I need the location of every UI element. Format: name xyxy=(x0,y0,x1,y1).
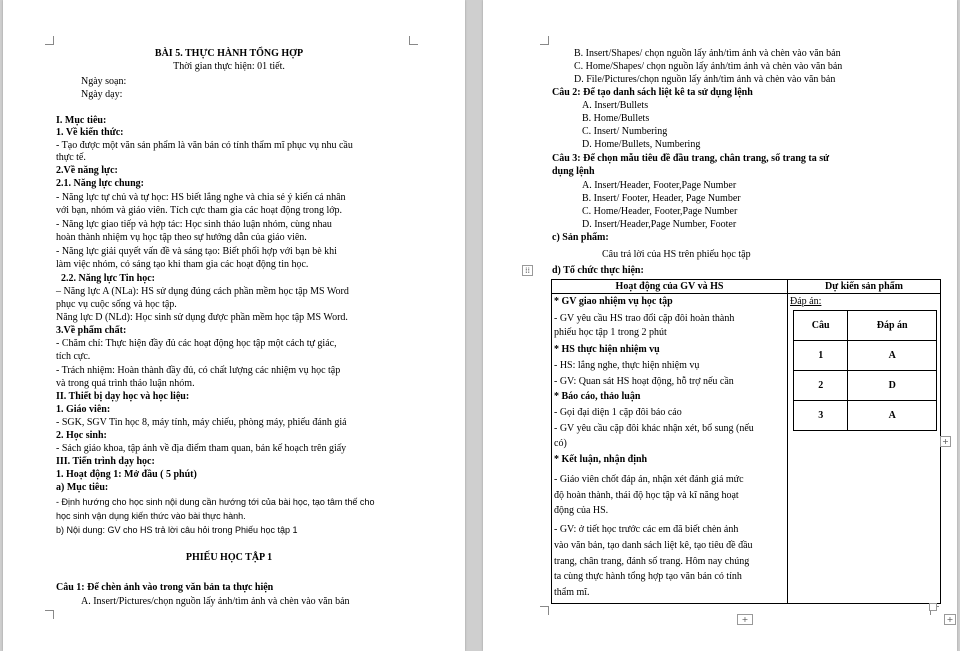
table-cell-text: - Gọi đại diện 1 cặp đôi báo cáo xyxy=(554,407,682,418)
table-resize-handle-icon[interactable] xyxy=(929,603,937,611)
table-cell-text: ta cùng thực hành tổng hợp tạo văn bản có tính xyxy=(554,571,742,582)
section-heading: 2.2. Năng lực Tin học: xyxy=(61,273,155,284)
section-heading: 2.1. Năng lực chung: xyxy=(56,178,144,189)
section-heading: 2. Học sinh: xyxy=(56,430,107,441)
answer-table-header: Đáp án xyxy=(848,311,937,341)
date-taught: Ngày dạy: xyxy=(81,89,123,100)
table-cell-text: - GV yêu cầu cặp đôi khác nhận xét, bổ sung (nếu xyxy=(554,423,754,434)
answer-option: A. Insert/Bullets xyxy=(582,100,649,111)
answer-key-table xyxy=(793,310,937,431)
table-cell-text: - GV: Quan sát HS hoạt động, hỗ trợ nếu cần xyxy=(554,376,734,387)
answer-option: B. Insert/Shapes/ chọn nguồn lấy ảnh/tìm ảnh và chèn vào văn bản xyxy=(574,48,841,59)
margin-corner-mark xyxy=(45,36,54,45)
table-cell-text: - GV: ở tiết học trước các em đã biết chèn ảnh xyxy=(554,524,739,535)
table-cell-text: trang, chân trang, đánh số trang. Hôm nay chúng xyxy=(554,556,750,567)
margin-corner-mark xyxy=(540,606,549,615)
answer-option: D. Home/Bullets, Numbering xyxy=(582,139,701,150)
body-text: với bạn, nhóm và giáo viên. Tích cực tham gia các hoạt động trong lớp. xyxy=(56,205,343,216)
body-text: Câu trả lời của HS trên phiếu học tập xyxy=(602,249,751,260)
activity-table xyxy=(551,279,941,604)
body-text: - SGK, SGV Tin học 8, máy tính, máy chiếu, phòng máy, phiếu đánh giá xyxy=(56,417,347,428)
table-cell-text: độ hoàn thành, thái độ học tập và kĩ năng hoạt xyxy=(554,490,739,501)
margin-corner-mark xyxy=(409,36,418,45)
answer-letter: D xyxy=(848,371,937,401)
step-title: * HS thực hiện nhiệm vụ xyxy=(554,344,660,355)
answer-option: D. File/Pictures/chọn nguồn lấy ảnh/tìm ảnh và chèn vào văn bản xyxy=(574,74,836,85)
table-cell-text: động của HS. xyxy=(554,505,609,516)
answer-option: C. Home/Shapes/ chọn nguồn lấy ảnh/tìm ảnh và chèn vào văn bản xyxy=(574,61,843,72)
section-heading: 3.Về phẩm chất: xyxy=(56,325,127,336)
section-heading: I. Mục tiêu: xyxy=(56,115,107,126)
table-cell-text: - Giáo viên chốt đáp án, nhận xét đánh giá mức xyxy=(554,474,744,485)
margin-corner-mark xyxy=(45,610,54,619)
question-number: 3 xyxy=(794,401,848,431)
table-cell-text: thẩm mĩ. xyxy=(554,587,590,598)
answer-table-header: Câu xyxy=(794,311,848,341)
body-text: b) Nội dung: GV cho HS trả lời câu hỏi trong Phiếu học tập 1 xyxy=(56,525,298,535)
body-text: – Năng lực A (NLa): HS sử dụng đúng cách phần mềm học tập MS Word xyxy=(56,286,349,297)
date-prepared: Ngày soạn: xyxy=(81,76,127,87)
question-number: 2 xyxy=(794,371,848,401)
lesson-title: BÀI 5. THỰC HÀNH TỔNG HỢP xyxy=(154,48,304,59)
answer-option: A. Insert/Header, Footer,Page Number xyxy=(582,180,737,191)
section-heading: c) Sản phẩm: xyxy=(552,232,609,243)
add-column-icon[interactable]: + xyxy=(940,436,951,447)
worksheet-title: PHIẾU HỌC TẬP 1 xyxy=(185,552,273,563)
section-heading: 1. Giáo viên: xyxy=(56,404,111,415)
margin-corner-mark xyxy=(540,36,549,45)
answer-option: B. Insert/ Footer, Header, Page Number xyxy=(582,193,741,204)
body-text: - Sách giáo khoa, tập ảnh về địa điểm tham quan, bản kế hoạch trên giấy xyxy=(56,443,347,454)
table-cell-text: vào văn bản, tạo danh sách liệt kê, tạo tiêu đề đầu xyxy=(554,540,753,551)
question-text: Câu 1: Để chèn ảnh vào trong văn bản ta thực hiện xyxy=(56,582,274,593)
body-text: - Năng lực tự chủ và tự học: HS biết lắng nghe và chia sẻ ý kiến cá nhân xyxy=(56,192,346,203)
answer-option: A. Insert/Pictures/chọn nguồn lấy ảnh/tìm ảnh và chèn vào văn bản xyxy=(81,596,350,607)
answer-option: C. Insert/ Numbering xyxy=(582,126,668,137)
question-text: Câu 2: Để tạo danh sách liệt kê ta sử dụng lệnh xyxy=(552,87,753,98)
document-page-left xyxy=(3,0,465,651)
table-row xyxy=(794,341,937,371)
body-text: - Định hướng cho học sinh nội dung cần hướng tới của bài học, tạo tâm thế cho xyxy=(56,497,375,507)
answer-letter: A xyxy=(848,401,937,431)
body-text: thực tế. xyxy=(56,152,86,163)
section-heading: 2.Về năng lực: xyxy=(56,165,118,176)
body-text: - Trách nhiệm: Hoàn thành đầy đủ, có chất lượng các nhiệm vụ học tập xyxy=(56,365,341,376)
question-number: 1 xyxy=(794,341,848,371)
body-text: - Chăm chỉ: Thực hiện đầy đủ các hoạt động học tập một cách tự giác, xyxy=(56,338,337,349)
table-cell-text: có) xyxy=(554,438,567,449)
table-cell-text: - GV yêu cầu HS trao đổi cặp đôi hoàn thành xyxy=(554,313,735,324)
body-text: - Tạo được một văn sản phẩm là văn bản có tính thẩm mĩ phục vụ nhu cầu xyxy=(56,140,353,151)
section-heading: a) Mục tiêu: xyxy=(56,482,109,493)
expand-icon[interactable]: + xyxy=(944,614,956,625)
table-cell-text: phiếu học tập 1 trong 2 phút xyxy=(554,327,667,338)
answer-option: B. Home/Bullets xyxy=(582,113,650,124)
table-header: Dự kiến sản phẩm xyxy=(825,281,903,292)
body-text: phục vụ cuộc sống và học tập. xyxy=(56,299,177,310)
body-text: làm việc nhóm, có sáng tạo khi tham gia các hoạt động tin học. xyxy=(56,259,309,270)
table-row xyxy=(794,401,937,431)
section-heading: II. Thiết bị dạy học và học liệu: xyxy=(56,391,190,402)
section-heading: 1. Về kiến thức: xyxy=(56,127,124,138)
section-heading: d) Tổ chức thực hiện: xyxy=(552,265,644,276)
question-text: dụng lệnh xyxy=(552,166,595,177)
answer-key-label: Đáp án: xyxy=(790,296,822,307)
body-text: - Năng lực giải quyết vấn đề và sáng tạo: Biết phối hợp với bạn bè khi xyxy=(56,246,337,257)
section-heading: III. Tiến trình dạy học: xyxy=(56,456,155,467)
answer-option: D. Insert/Header,Page Number, Footer xyxy=(582,219,737,230)
question-text: Câu 3: Để chọn mẫu tiêu đề đầu trang, chân trang, số trang ta sử xyxy=(552,153,830,164)
add-row-icon[interactable]: + xyxy=(737,614,753,625)
table-row xyxy=(794,371,937,401)
table-move-handle-icon[interactable]: ⁞⁞ xyxy=(522,265,533,276)
table-cell-text: - HS: lắng nghe, thực hiện nhiệm vụ xyxy=(554,360,700,371)
document-page-right xyxy=(483,0,957,651)
answer-letter: A xyxy=(848,341,937,371)
step-title: * Báo cáo, thảo luận xyxy=(554,391,641,402)
section-heading: 1. Hoạt động 1: Mở đầu ( 5 phút) xyxy=(56,469,197,480)
table-header: Hoạt động của GV và HS xyxy=(615,281,724,292)
body-text: Năng lực D (NLd): Học sinh sử dụng được phần mềm học tập MS Word. xyxy=(56,312,348,323)
lesson-duration: Thời gian thực hiện: 01 tiết. xyxy=(173,61,285,72)
step-title: * Kết luận, nhận định xyxy=(554,454,648,465)
step-title: * GV giao nhiệm vụ học tập xyxy=(554,296,673,307)
answer-option: C. Home/Header, Footer,Page Number xyxy=(582,206,738,217)
body-text: - Năng lực giao tiếp và hợp tác: Học sinh thảo luận nhóm, cùng nhau xyxy=(56,219,332,230)
body-text: tích cực. xyxy=(56,351,91,362)
body-text: hoàn thành nhiệm vụ học tập theo sự hướng dẫn của giáo viên. xyxy=(56,232,307,243)
body-text: và trong quá trình thảo luận nhóm. xyxy=(56,378,195,389)
body-text: học sinh vận dụng kiến thức vào bài thực hành. xyxy=(56,511,246,521)
